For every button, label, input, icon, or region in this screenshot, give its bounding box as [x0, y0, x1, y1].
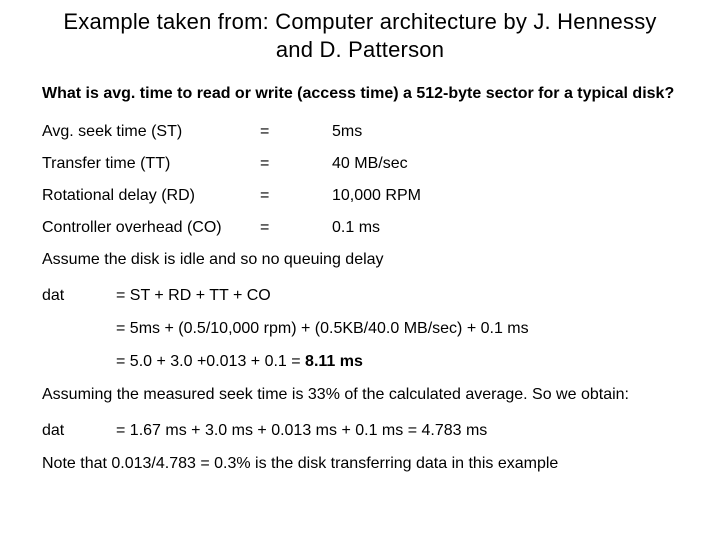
slide-body	[42, 84, 682, 474]
assumption-text: Assume the disk is idle and so no queuing delay	[42, 251, 384, 268]
slide-title	[0, 8, 720, 64]
calc2-label: dat	[42, 422, 65, 439]
param-equals: =	[260, 123, 270, 140]
param-equals: =	[260, 219, 270, 236]
calc-row-substitution	[42, 319, 682, 339]
question-text: What is avg. time to read or write (access time) a 512-byte sector for a typical disk?	[42, 85, 675, 102]
calc-result-line	[116, 352, 363, 372]
calc-row-result	[42, 352, 682, 372]
param-name: Rotational delay (RD)	[42, 187, 195, 204]
param-name: Avg. seek time (ST)	[42, 123, 183, 140]
calc2-expression: = 1.67 ms + 3.0 ms + 0.013 ms + 0.1 ms = 4.783 ms	[116, 422, 488, 439]
param-row-rotational-delay	[42, 186, 682, 206]
measured-seek-text: Assuming the measured seek time is 33% of the calculated average. So we obtain:	[42, 386, 629, 403]
param-equals: =	[260, 187, 270, 204]
param-name: Controller overhead (CO)	[42, 219, 222, 236]
calc-row-formula	[42, 286, 682, 306]
param-value: 10,000 RPM	[332, 187, 421, 204]
param-value: 5ms	[332, 123, 363, 140]
param-value: 0.1 ms	[332, 219, 381, 236]
param-row-seek-time	[42, 122, 682, 142]
slide-title-line-1: Example taken from: Computer architecture by J. Hennessy	[63, 9, 657, 34]
calc2-row	[42, 421, 682, 441]
calc-label: dat	[42, 287, 65, 304]
calc-result-prefix: = 5.0 + 3.0 +0.013 + 0.1 =	[116, 353, 306, 370]
param-equals: =	[260, 155, 270, 172]
slide-title-line-2: and D. Patterson	[275, 37, 445, 62]
calc-substitution: = 5ms + (0.5/10,000 rpm) + (0.5KB/40.0 MB/sec) + 0.1 ms	[116, 320, 529, 337]
note-text: Note that 0.013/4.783 = 0.3% is the disk transferring data in this example	[42, 455, 559, 472]
param-value: 40 MB/sec	[332, 155, 408, 172]
param-name: Transfer time (TT)	[42, 155, 171, 172]
parameter-list	[42, 122, 682, 238]
param-row-controller-overhead	[42, 218, 682, 238]
calc-result-value: 8.11 ms	[305, 353, 363, 370]
calc-formula: = ST + RD + TT + CO	[116, 287, 271, 304]
param-row-transfer-time	[42, 154, 682, 174]
